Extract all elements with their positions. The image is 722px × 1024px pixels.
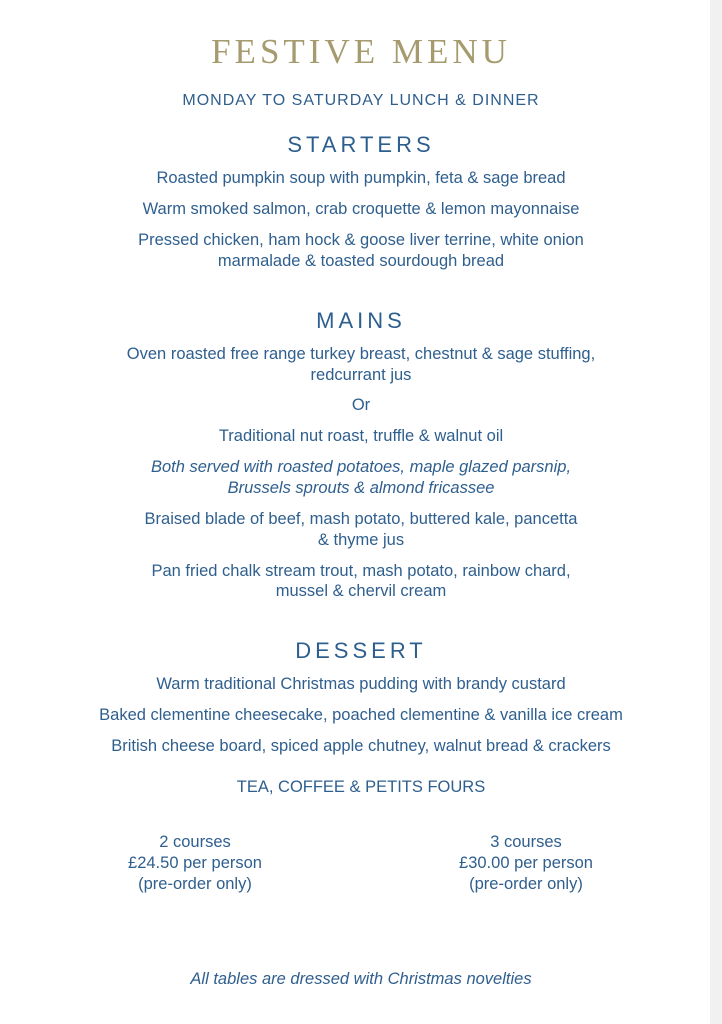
dessert-heading: DESSERT: [295, 638, 427, 663]
menu-subtitle: MONDAY TO SATURDAY LUNCH & DINNER: [182, 92, 540, 109]
mains-note-cont: Brussels sprouts & almond fricassee: [227, 479, 495, 497]
price-three-courses: [396, 832, 656, 895]
mains-heading: MAINS: [316, 308, 406, 333]
tea-coffee-line: TEA, COFFEE & PETITS FOURS: [236, 778, 486, 796]
main-item: Oven roasted free range turkey breast, chestnut & sage stuffing,: [126, 345, 596, 363]
starters-heading: STARTERS: [287, 132, 435, 157]
dessert-item: British cheese board, spiced apple chutney, walnut bread & crackers: [111, 737, 611, 755]
price-note: (pre-order only): [469, 875, 583, 893]
price-value: £24.50 per person: [128, 854, 262, 872]
main-item: Braised blade of beef, mash potato, buttered kale, pancetta: [144, 510, 578, 528]
main-item: Pan fried chalk stream trout, mash potato, rainbow chard,: [151, 562, 571, 580]
main-item-cont: redcurrant jus: [310, 366, 412, 384]
starter-item: Roasted pumpkin soup with pumpkin, feta & sage bread: [156, 169, 566, 187]
footer-note: All tables are dressed with Christmas novelties: [190, 970, 532, 988]
price-note: (pre-order only): [138, 875, 252, 893]
courses-label: 3 courses: [490, 833, 562, 851]
menu-title: FESTIVE MENU: [211, 32, 511, 71]
starter-item: Pressed chicken, ham hock & goose liver terrine, white onion: [138, 231, 584, 249]
main-item-cont: & thyme jus: [317, 531, 405, 549]
dessert-item: Baked clementine cheesecake, poached clementine & vanilla ice cream: [99, 706, 623, 724]
courses-label: 2 courses: [159, 833, 231, 851]
price-value: £30.00 per person: [459, 854, 593, 872]
mains-note: Both served with roasted potatoes, maple glazed parsnip,: [150, 458, 572, 476]
dessert-item: Warm traditional Christmas pudding with brandy custard: [156, 675, 566, 693]
or-separator: Or: [351, 396, 371, 414]
main-item-cont: mussel & chervil cream: [275, 582, 447, 600]
main-item: Traditional nut roast, truffle & walnut oil: [218, 427, 504, 445]
starter-item: Warm smoked salmon, crab croquette & lemon mayonnaise: [142, 200, 580, 218]
starter-item-cont: marmalade & toasted sourdough bread: [217, 252, 505, 270]
price-two-courses: [65, 832, 325, 895]
